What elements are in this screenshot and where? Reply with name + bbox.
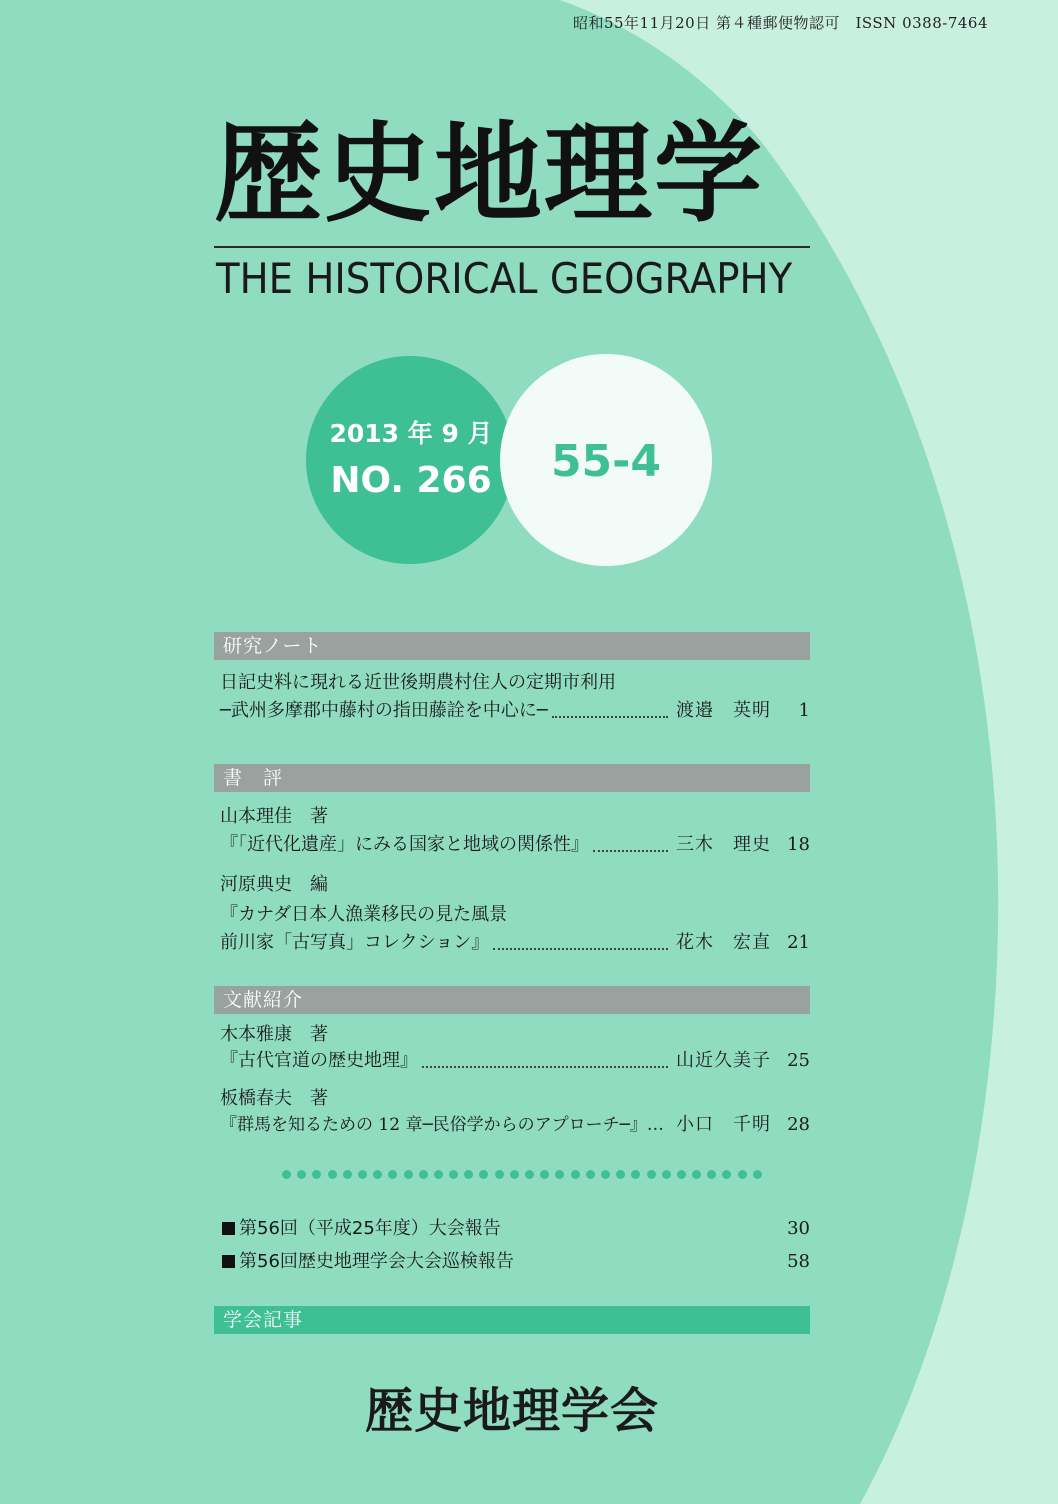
journal-title-japanese: 歴史地理学 — [214, 112, 765, 237]
square-bullet-icon — [222, 1222, 235, 1235]
leader-dots — [552, 716, 668, 718]
book-title-continued: 前川家「古写真」コレクション』 — [220, 932, 490, 953]
reviewer: 花木 宏直 — [676, 932, 771, 953]
book-title: 『古代官道の歴史地理』 — [220, 1050, 418, 1071]
review-2-book-author-line — [220, 872, 810, 898]
article-title: 日記史料に現れる近世後期農村住人の定期市利用 — [220, 672, 616, 693]
book-author: 板橋春夫 著 — [220, 1088, 328, 1109]
toc-entry-research-note[interactable] — [220, 698, 810, 724]
journal-title-english: THE HISTORICAL GEOGRAPHY — [216, 254, 793, 303]
reviewer: 小口 千明 — [676, 1114, 771, 1135]
section-heading-research-note: 研究ノート — [214, 632, 810, 660]
dot-separator — [282, 1170, 762, 1182]
book-author: 河原典史 編 — [220, 874, 328, 895]
issue-date: 2013 年 9 月 — [329, 419, 493, 448]
book-title: 『「近代化遺産」にみる国家と地域の関係性』 — [220, 834, 589, 855]
literature-1-book-author-line — [220, 1022, 810, 1048]
toc-entry-report-1[interactable] — [220, 1216, 810, 1242]
leader-dots — [593, 850, 668, 852]
publisher-name: 歴史地理学会 — [364, 1383, 659, 1439]
leader-dots — [422, 1066, 668, 1068]
toc-entry-review-2[interactable] — [220, 930, 810, 956]
page-number: 28 — [787, 1114, 810, 1135]
registration-line: 昭和55年11月20日 第４種郵便物認可 ISSN 0388-7464 — [572, 14, 988, 32]
square-bullet-icon — [222, 1255, 235, 1268]
review-1-book-author-line — [220, 804, 810, 830]
report-title: 第56回歴史地理学会大会巡検報告 — [239, 1251, 514, 1272]
page-number: 1 — [798, 700, 810, 721]
author: 渡邉 英明 — [676, 700, 771, 721]
toc-entry-review-1[interactable] — [220, 832, 810, 858]
book-author: 山本理佳 著 — [220, 806, 328, 827]
book-title: 『群馬を知るための 12 章─民俗学からのアプローチ─』… — [220, 1115, 664, 1135]
leader-dots — [493, 948, 668, 950]
article-subtitle: ─武州多摩郡中藤村の指田藤詮を中心に─ — [220, 700, 548, 721]
toc-entry-literature-2[interactable] — [220, 1112, 810, 1138]
book-author: 木本雅康 著 — [220, 1024, 328, 1045]
section-heading-society-news: 学会記事 — [214, 1306, 810, 1334]
title-divider — [214, 246, 810, 248]
report-title: 第56回（平成25年度）大会報告 — [239, 1218, 501, 1239]
book-title: 『カナダ日本人漁業移民の見た風景 — [220, 904, 508, 925]
toc-entry-report-2[interactable] — [220, 1249, 810, 1275]
page-number: 30 — [787, 1218, 810, 1239]
section-heading-book-review: 書 評 — [214, 764, 810, 792]
page-number: 18 — [787, 834, 810, 855]
page-number: 25 — [787, 1050, 810, 1071]
issue-volume: 55-4 — [550, 436, 662, 487]
page-number: 58 — [787, 1251, 810, 1272]
section-heading-literature: 文献紹介 — [214, 986, 810, 1014]
toc-entry-literature-1[interactable] — [220, 1048, 810, 1074]
reviewer: 山近久美子 — [676, 1050, 771, 1071]
reviewer: 三木 理史 — [676, 834, 771, 855]
research-note-title-line1 — [220, 670, 810, 696]
page-number: 21 — [787, 932, 810, 953]
issue-number: NO. 266 — [330, 460, 492, 501]
review-2-title-line1 — [220, 902, 810, 928]
literature-2-book-author-line — [220, 1086, 810, 1112]
